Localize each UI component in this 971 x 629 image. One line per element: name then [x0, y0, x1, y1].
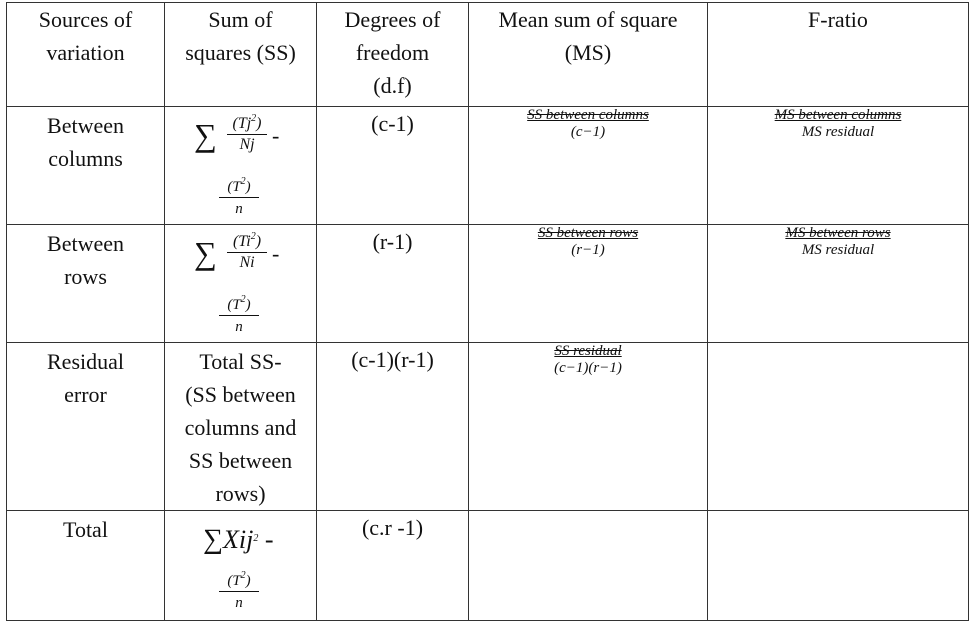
- ms-cell: [469, 107, 708, 225]
- header-source-line1: Sources of: [38, 7, 133, 32]
- fraction-denominator: Nj: [239, 136, 255, 153]
- f-numerator: MS between rows: [785, 225, 891, 241]
- ms-denominator: (r−1): [571, 242, 605, 258]
- source-line2: error: [64, 382, 107, 407]
- ms-cell: [469, 343, 708, 511]
- source-line1: Between: [47, 231, 124, 256]
- f-denominator: MS residual: [801, 242, 875, 258]
- sigma-symbol: ∑: [203, 524, 223, 555]
- t-fraction: [219, 570, 259, 612]
- header-ms-line1: Mean sum of square: [498, 7, 678, 32]
- sigma-symbol: ∑: [194, 117, 217, 153]
- ss-text-line5: rows): [215, 481, 266, 506]
- df-cell: (c-1): [317, 107, 469, 225]
- source-cell: [7, 511, 165, 621]
- total-sum-formula: [203, 524, 274, 555]
- source-line1: Total: [63, 517, 108, 542]
- fraction-denominator: Ni: [239, 254, 255, 271]
- ss-cell: [165, 225, 317, 343]
- fraction-numerator: (Ti: [232, 233, 251, 250]
- ss-text-line1: Total SS-: [199, 349, 282, 374]
- minus-sign: -: [272, 241, 280, 266]
- minus-sign: -: [258, 525, 274, 554]
- header-source: [7, 3, 165, 107]
- table-row: [7, 511, 969, 621]
- source-cell: [7, 343, 165, 511]
- header-source-line2: variation: [46, 40, 125, 65]
- source-cell: [7, 225, 165, 343]
- header-row: [7, 3, 969, 107]
- t-paren-close: ): [245, 297, 251, 313]
- t-numerator: (T: [227, 179, 241, 195]
- t-numerator: (T: [227, 573, 241, 589]
- header-df: [317, 3, 469, 107]
- fraction-numerator: (Tj: [232, 115, 252, 132]
- ss-fraction: [227, 233, 267, 272]
- ms-numerator: SS between rows: [537, 225, 639, 241]
- minus-sign: -: [272, 123, 280, 148]
- f-cell: [708, 511, 969, 621]
- source-line1: Residual: [47, 349, 124, 374]
- table-row: [7, 107, 969, 225]
- header-ss: [165, 3, 317, 107]
- ms-denominator: (c−1)(r−1): [554, 360, 622, 376]
- sigma-symbol: ∑: [194, 235, 217, 271]
- f-cell: [708, 107, 969, 225]
- ss-cell: [165, 343, 317, 511]
- ss-text-line2: (SS between: [185, 382, 296, 407]
- superscript: 2: [251, 113, 257, 124]
- df-cell: (c.r -1): [317, 511, 469, 621]
- ms-numerator: SS residual: [554, 343, 622, 359]
- table-row: [7, 343, 969, 511]
- anova-table: [6, 2, 969, 621]
- header-df-line2: freedom: [355, 40, 430, 65]
- paren-close: ): [255, 233, 262, 250]
- f-numerator: MS between columns: [774, 107, 902, 123]
- t-denominator: n: [235, 201, 243, 217]
- paren-close: ): [256, 115, 262, 132]
- f-denominator: MS residual: [801, 124, 875, 140]
- source-cell: [7, 107, 165, 225]
- ms-numerator: SS between columns: [527, 107, 649, 123]
- ss-text-line3: columns and: [184, 415, 297, 440]
- df-cell: (c-1)(r-1): [317, 343, 469, 511]
- source-line1: Between: [47, 113, 124, 138]
- f-cell: [708, 225, 969, 343]
- t-fraction: [219, 294, 259, 336]
- source-line2: columns: [48, 146, 123, 171]
- t-superscript: 2: [240, 176, 246, 187]
- superscript: 2: [250, 231, 256, 242]
- f-cell: [708, 343, 969, 511]
- ss-fraction: [227, 115, 267, 154]
- t-superscript: 2: [240, 570, 246, 581]
- t-fraction: [219, 176, 259, 218]
- t-superscript: 2: [240, 294, 246, 305]
- t-paren-close: ): [245, 179, 251, 195]
- t-numerator: (T: [227, 297, 241, 313]
- header-ms: [469, 3, 708, 107]
- ss-text-line4: SS between: [188, 448, 293, 473]
- t-paren-close: ): [245, 573, 251, 589]
- header-f: [708, 3, 969, 107]
- ms-cell: [469, 225, 708, 343]
- header-df-line3: (d.f): [373, 73, 412, 98]
- header-ss-line2: squares (SS): [185, 40, 296, 65]
- ms-denominator: (c−1): [570, 124, 606, 140]
- table-row: [7, 225, 969, 343]
- header-ss-line1: Sum of: [208, 7, 273, 32]
- df-cell: (r-1): [317, 225, 469, 343]
- header-ms-line2: (MS): [564, 40, 612, 65]
- source-line2: rows: [64, 264, 107, 289]
- ss-cell: [165, 107, 317, 225]
- superscript: 2: [253, 533, 259, 544]
- xij-variable: Xij: [222, 525, 254, 554]
- ss-cell: [165, 511, 317, 621]
- ms-cell: [469, 511, 708, 621]
- t-denominator: n: [235, 319, 243, 335]
- t-denominator: n: [235, 595, 243, 611]
- header-df-line1: Degrees of: [344, 7, 441, 32]
- header-f-label: F-ratio: [808, 7, 868, 32]
